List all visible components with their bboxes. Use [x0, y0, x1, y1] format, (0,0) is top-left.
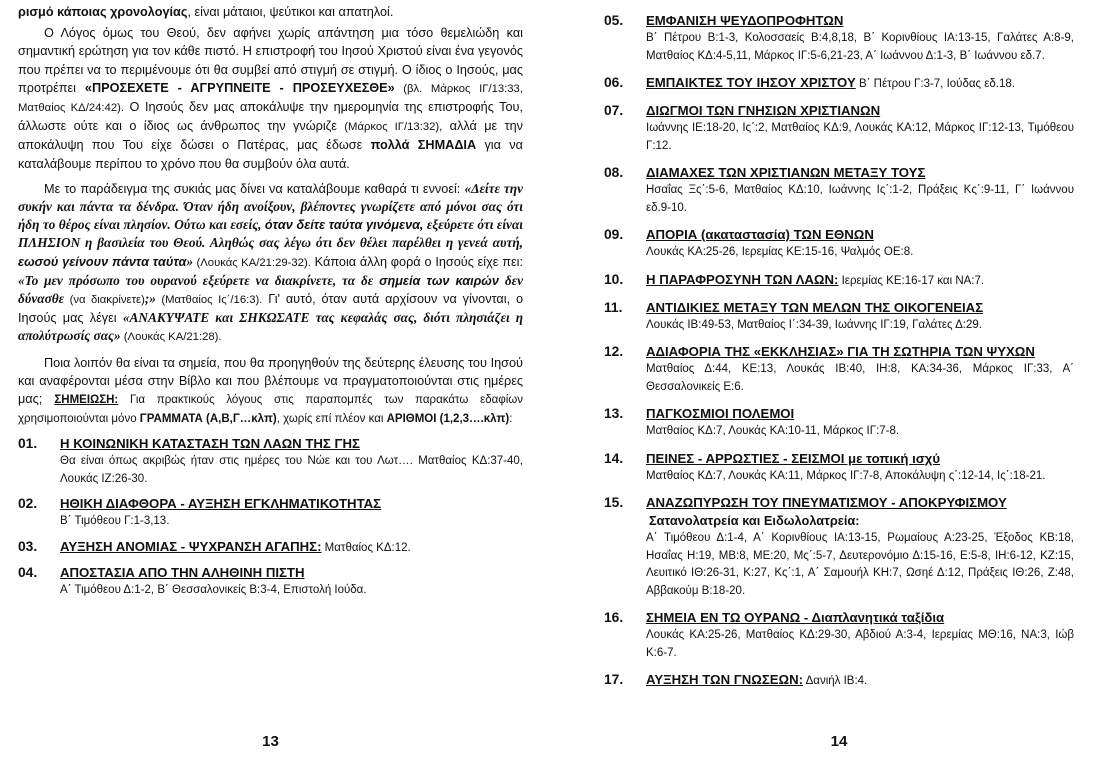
sign-number: 11. [604, 299, 623, 315]
sign-item [604, 450, 1074, 486]
sign-body [646, 671, 1074, 690]
sign-number: 05. [604, 13, 624, 28]
sign-number: 17. [604, 672, 624, 687]
p1-ref-1: (βλ. Μάρκος ΙΓ/13:33, Ματθαίος ΚΔ/24:42). [18, 82, 523, 115]
sign-title: ΑΔΙΑΦΟΡΙΑ ΤΗΣ «ΕΚΚΛΗΣΙΑΣ» ΓΙΑ ΤΗ ΣΩΤΗΡΙΑ ΤΩΝ ΨΥΧΩΝ [646, 344, 1035, 359]
sign-refs: Β΄ Πέτρου Β:1-3, Κολοσσαείς Β:4,8,18, Β΄ Κορινθίους ΙΑ:13-15, Γαλάτες Α:8-9, Ματθαίος ΚΔ:4-5,11, Μάρκος ΙΓ:5-6,21-23, Α΄ Ιωάννου Δ:1-3, Β΄ Ιωάννου εδ.7. [646, 32, 1074, 62]
sign-item [18, 538, 523, 557]
note-numbers: ΑΡΙΘΜΟΙ (1,2,3….κλπ) [386, 413, 510, 426]
sign-heading [646, 494, 1074, 512]
sign-body [646, 299, 1074, 335]
sign-item [604, 405, 1074, 441]
sign-body [646, 450, 1074, 486]
sign-body [646, 271, 1074, 290]
sign-body [60, 495, 523, 531]
sign-heading [646, 343, 1074, 361]
sign-number: 16. [604, 610, 624, 625]
sign-item [18, 564, 523, 600]
sign-item [604, 12, 1074, 65]
sign-body [60, 435, 523, 488]
sign-item [604, 343, 1074, 396]
sign-body [646, 405, 1074, 441]
sign-number: 04. [18, 564, 38, 580]
sign-body [646, 494, 1074, 600]
sign-heading [60, 538, 523, 557]
p2-quote-2-bold: σημεία των καιρών [379, 273, 499, 288]
sign-title: ΑΝΑΖΩΠΥΡΩΣΗ ΤΟΥ ΠΝΕΥΜΑΤΙΣΜΟΥ - ΑΠΟΚΡΥΦΙΣΜΟΥ [646, 495, 1007, 510]
sign-heading [646, 271, 1074, 290]
p2-ref-1: (Λουκάς ΚΑ/21:29-32). [193, 256, 311, 269]
sign-heading [646, 450, 1074, 468]
p1-text-c: αλλά με την αποκάλυψη που Του είχε δώσει ο Πατέρας, μας έδωσε [18, 119, 523, 153]
sign-item [604, 164, 1074, 217]
p2-quote-3: «ΑΝΑΚΥΨΑΤΕ και ΣΗΚΩΣΑΤΕ τας κεφαλάς σας, διότι πλησιάζει η απολύτρωσίς σας» [18, 310, 523, 344]
sign-inline-refs: Ματθαίος ΚΔ:12. [321, 541, 411, 554]
sign-item [18, 435, 523, 488]
sign-title: ΑΥΞΗΣΗ ΑΝΟΜΙΑΣ - ΨΥΧΡΑΝΣΗ ΑΓΑΠΗΣ: [60, 538, 322, 554]
sign-body [646, 343, 1074, 396]
sign-refs: Α΄ Τιμόθεου Δ:1-4, Α΄ Κορινθίους ΙΑ:13-15, Ρωμαίους Α:23-25, Έξοδος ΚΒ:18, Ησαΐας Η:19, ΜΒ:8, ΜΕ:20, Μς΄:5-7, Δευτερονόμιο Δ:15-16, Ε:5-8, ΙΗ:6-12, ΚΖ:15, Λευιτικό ΙΘ:26-31, Κ:27, Κς΄:1, Α΄ Σαμουήλ ΚΗ:7, Ωσηέ Δ:12, Πράξεις ΙΘ:26, Ζ:48, Αββακούμ Β:18-20. [646, 532, 1074, 597]
sign-heading [60, 564, 523, 582]
sign-item [604, 671, 1074, 690]
sign-title: ΠΕΙΝΕΣ - ΑΡΡΩΣΤΙΕΣ - ΣΕΙΣΜΟΙ με τοπική ισχύ [646, 450, 941, 466]
sign-subtitle: Σατανολατρεία και Ειδωλολατρεία: [649, 513, 860, 528]
note-text-a: Για πρακτικούς λόγους στις παραπομπές των παρακάτω εδαφίων χρησιμοποιούνται μόνο [18, 394, 524, 426]
sign-number: 07. [604, 103, 624, 118]
sign-item [604, 271, 1074, 290]
sign-inline-refs: Β΄ Πέτρου Γ:3-7, Ιούδας εδ.18. [855, 78, 1015, 90]
sign-heading [646, 405, 1074, 423]
p2-ref-3: (Λουκάς ΚΑ/21:28). [120, 331, 222, 344]
sign-body [60, 538, 523, 557]
sign-item [604, 226, 1074, 262]
sign-title: ΕΜΠΑΙΚΤΕΣ ΤΟΥ ΙΗΣΟΥ ΧΡΙΣΤΟΥ [646, 75, 856, 90]
p2-quote-2-note: (να διακρίνετε) [64, 294, 145, 307]
p2-quote-1-cont: , εξεύρετε ότι είναι ΠΛΗΣΙΟΝ η βασιλεία του Θεού. Αληθώς σας λέγω ότι δεν θέλει παρέλθει η γενεά αυτή, [18, 217, 523, 251]
sign-heading [646, 74, 1074, 93]
p1-text-d: για να καταλάβουμε περίπου το χρόνο που θα συμβούν όλα αυτά. [18, 138, 523, 171]
paragraph-3 [18, 354, 523, 428]
p1-ref-2: (Μάρκος ΙΓ/13:32), [344, 121, 443, 134]
p2-quote-2-end: ;» [144, 291, 156, 307]
sign-title: Η ΠΑΡΑΦΡΟΣΥΝΗ ΤΩΝ ΛΑΩΝ: [646, 271, 839, 287]
sign-refs: Θα είναι όπως ακριβώς ήταν στις ημέρες του Νώε και του Λωτ…. Ματθαίος ΚΔ:37-40, Λουκάς ΙΖ:26-30. [60, 455, 523, 485]
p2-text-a: Με το παράδειγμα της συκιάς μας δίνει να καταλάβουμε καθαρά τι εννοεί: [44, 181, 465, 196]
sign-refs: Α΄ Τιμόθεου Δ:1-2, Β΄ Θεσσαλονικείς Β:3-4, Επιστολή Ιούδα. [60, 583, 367, 596]
p1-text-a: Ο Λόγος όμως του Θεού, δεν αφήνει χωρίς απάντηση μια τόσο θεμελιώδη και σημαντική ερώτηση για τον κάθε πιστό. Η επιστροφή του Ιησού Χριστού είναι ένα γεγονός που πρέπει να το περιμένουμε ότι θα συμβεί από στιγμή σε στιγμή. Ο ίδιος ο Ιησούς, μας προτρέπει [18, 26, 523, 95]
sign-heading [646, 671, 1074, 690]
sign-number: 13. [604, 406, 624, 421]
continued-line [18, 3, 523, 21]
sign-number: 06. [604, 75, 624, 90]
sign-refs: Ματθαίος ΚΔ:7, Λουκάς ΚΑ:11, Μάρκος ΙΓ:7-8, Αποκάλυψη ς΄:12-14, Ις΄:18-21. [646, 469, 1046, 482]
p1-bold-call: «ΠΡΟΣΕΧΕΤΕ - ΑΓΡΥΠΝΕΙΤΕ - ΠΡΟΣΕΥΧΕΣΘΕ» [84, 80, 395, 95]
left-page [18, 0, 523, 758]
sign-refs: Λουκάς ΚΑ:25-26, Ιερεμίας ΚΕ:15-16, Ψαλμός ΟΕ:8. [646, 246, 914, 258]
sign-body [646, 164, 1074, 217]
sign-number: 01. [18, 436, 38, 452]
sign-inline-refs: Ιερεμίας ΚΕ:16-17 και ΝΑ:7. [838, 274, 985, 287]
sign-number: 15. [604, 495, 624, 510]
sign-body [646, 102, 1074, 155]
sign-heading [646, 299, 1074, 317]
sign-body [646, 74, 1074, 93]
sign-refs: Ιωάννης ΙΕ:18-20, Ις΄:2, Ματθαίος ΚΔ:9, Λουκάς ΚΑ:12, Μάρκος ΙΓ:12-13, Τιμόθεου Γ:12. [646, 122, 1074, 152]
sign-body [646, 226, 1074, 262]
note-text-c: , χωρίς επί πλέον και [276, 413, 387, 426]
sign-heading [60, 495, 523, 513]
p2-text-c: Γι' αυτό, όταν αυτά αρχίσουν να γίνονται, ο Ιησούς μας λέγει [18, 292, 523, 326]
note-end: : [509, 413, 513, 426]
sign-title: ΕΜΦΑΝΙΣΗ ΨΕΥΔΟΠΡΟΦΗΤΩΝ [646, 13, 844, 28]
sign-heading [646, 226, 1074, 244]
sign-refs: Ησαΐας Ξς΄:5-6, Ματθαίος ΚΔ:10, Ιωάννης Ις΄:1-2, Πράξεις Κς΄:9-11, Γ΄ Ιωάννου εδ.9-10. [646, 184, 1074, 214]
sign-refs: Β΄ Τιμόθεου Γ:1-3,13. [60, 515, 170, 528]
left-sign-list [18, 435, 523, 599]
p2-ref-2: (Ματθαίος Ις΄/16:3). [155, 294, 263, 307]
sign-number: 12. [604, 344, 624, 359]
sign-title: ΑΠΟΡΙΑ (ακαταστασία) ΤΩΝ ΕΘΝΩΝ [646, 227, 874, 242]
sign-title: ΠΑΓΚΟΣΜΙΟΙ ΠΟΛΕΜΟΙ [646, 406, 795, 421]
sign-heading [646, 12, 1074, 30]
sign-title: ΑΝΤΙΔΙΚΙΕΣ ΜΕΤΑΞΥ ΤΩΝ ΜΕΛΩΝ ΤΗΣ ΟΙΚΟΓΕΝΕΙΑΣ [646, 299, 984, 315]
sign-refs: Ματθαίος ΚΔ:7, Λουκάς ΚΑ:10-11, Μάρκος ΙΓ:7-8. [646, 425, 900, 437]
p2-quote-1-bold: όταν δείτε ταύτα γινόμενα [264, 218, 421, 233]
sign-title: ΑΥΞΗΣΗ ΤΩΝ ΓΝΩΣΕΩΝ: [646, 672, 804, 687]
right-sign-list [604, 12, 1074, 690]
sign-item [604, 102, 1074, 155]
sign-item [604, 494, 1074, 600]
sign-title: ΗΘΙΚΗ ΔΙΑΦΘΟΡΑ - ΑΥΞΗΣΗ ΕΓΚΛΗΜΑΤΙΚΟΤΗΤΑΣ [60, 496, 382, 512]
continued-bold: ρισμό κάποιας χρονολογίας [18, 5, 188, 19]
sign-item [604, 74, 1074, 93]
note-letters: ΓΡΑΜΜΑΤΑ (Α,Β,Γ…κλπ) [139, 413, 277, 426]
sign-refs: Λουκάς ΙΒ:49-53, Ματθαίος Ι΄:34-39, Ιωάννης ΙΓ:19, Γαλάτες Δ:29. [646, 318, 982, 331]
sign-refs: Λουκάς ΚΑ:25-26, Ματθαίος ΚΔ:29-30, Αβδιού Α:3-4, Ιερεμίας ΜΘ:16, ΝΑ:3, Ιώβ Κ:6-7. [646, 629, 1074, 659]
sign-number: 03. [18, 538, 38, 554]
sign-body [60, 564, 523, 600]
p2-text-b: Κάποια άλλη φορά ο Ιησούς είχε πει: [310, 254, 523, 269]
sign-item [604, 299, 1074, 335]
p2-quote-1-end: » [186, 253, 194, 269]
sign-heading [646, 164, 1074, 182]
right-page [604, 0, 1074, 758]
sign-title: ΣΗΜΕΙΑ ΕΝ ΤΩ ΟΥΡΑΝΩ - Διαπλανητικά ταξίδια [646, 610, 945, 625]
sign-title: ΑΠΟΣΤΑΣΙΑ ΑΠΟ ΤΗΝ ΑΛΗΘΙΝΗ ΠΙΣΤΗ [60, 564, 305, 580]
sign-inline-refs: Δανιήλ ΙΒ:4. [803, 675, 868, 687]
sign-number: 08. [604, 165, 624, 180]
sign-number: 14. [604, 450, 624, 466]
p2-quote-1: «Δείτε την συκήν και πάντα τα δένδρα. Όταν ήδη ανοίξουν, βλέποντες γνωρίζετε από μόνοι σας ότι ήδη το θέρος είναι πλησίον. Ούτω και εσείς, [18, 180, 523, 233]
sign-item [604, 609, 1074, 662]
sign-body [646, 609, 1074, 662]
sign-number: 10. [604, 271, 624, 287]
sign-number: 02. [18, 496, 38, 512]
sign-item [18, 495, 523, 531]
sign-heading [646, 102, 1074, 120]
page-number-right: 14 [830, 733, 848, 750]
sign-number: 09. [604, 227, 624, 242]
p2-quote-1-bold-2: εωσού γείνουν πάντα ταύτα [18, 254, 187, 269]
p1-bold-signs: πολλά ΣΗΜΑΔΙΑ [370, 138, 477, 153]
page-number-left: 13 [262, 733, 279, 750]
p2-quote-2: «Το μεν πρόσωπο του ουρανού εξεύρετε να διακρίνετε, τα δε [18, 272, 380, 288]
p3-text: Ποια λοιπόν θα είναι τα σημεία, που θα προηγηθούν της δεύτερης έλευσης του Ιησού και αναφέρονται μέσα στην Βίβλο και που βλέπουμε να πραγματοποιούνται στις ημέρες μας; [18, 355, 523, 407]
sign-refs: Ματθαίος Δ:44, ΚΕ:13, Λουκάς ΙΒ:40, ΙΗ:8, ΚΑ:34-36, Μάρκος ΙΓ:33, Α΄ Θεσσαλονικείς Ε:6. [646, 363, 1074, 393]
note-label: ΣΗΜΕΙΩΣΗ: [54, 394, 119, 407]
sign-body [646, 12, 1074, 65]
p1-text-b: Ο Ιησούς δεν μας αποκάλυψε την ημερομηνία της επιστροφής Του, άλλωστε ούτε και ο ίδιος ως άνθρωπος την γνώριζε [18, 100, 523, 134]
sign-heading [646, 609, 1074, 627]
sign-heading [60, 435, 523, 453]
p2-quote-2-cont: δεν δύνασθε [18, 272, 523, 307]
continued-text: , είναι μάταιοι, ψεύτικοι και απατηλοί. [187, 5, 394, 19]
paragraph-1 [18, 24, 523, 173]
sign-title: ΔΙΑΜΑΧΕΣ ΤΩΝ ΧΡΙΣΤΙΑΝΩΝ ΜΕΤΑΞΥ ΤΟΥΣ [646, 165, 926, 180]
sign-title: ΔΙΩΓΜΟΙ ΤΩΝ ΓΝΗΣΙΩΝ ΧΡΙΣΤΙΑΝΩΝ [646, 103, 881, 118]
paragraph-2 [18, 180, 523, 347]
sign-title: Η ΚΟΙΝΩΝΙΚΗ ΚΑΤΑΣΤΑΣΗ ΤΩΝ ΛΑΩΝ ΤΗΣ ΓΗΣ [60, 436, 360, 452]
